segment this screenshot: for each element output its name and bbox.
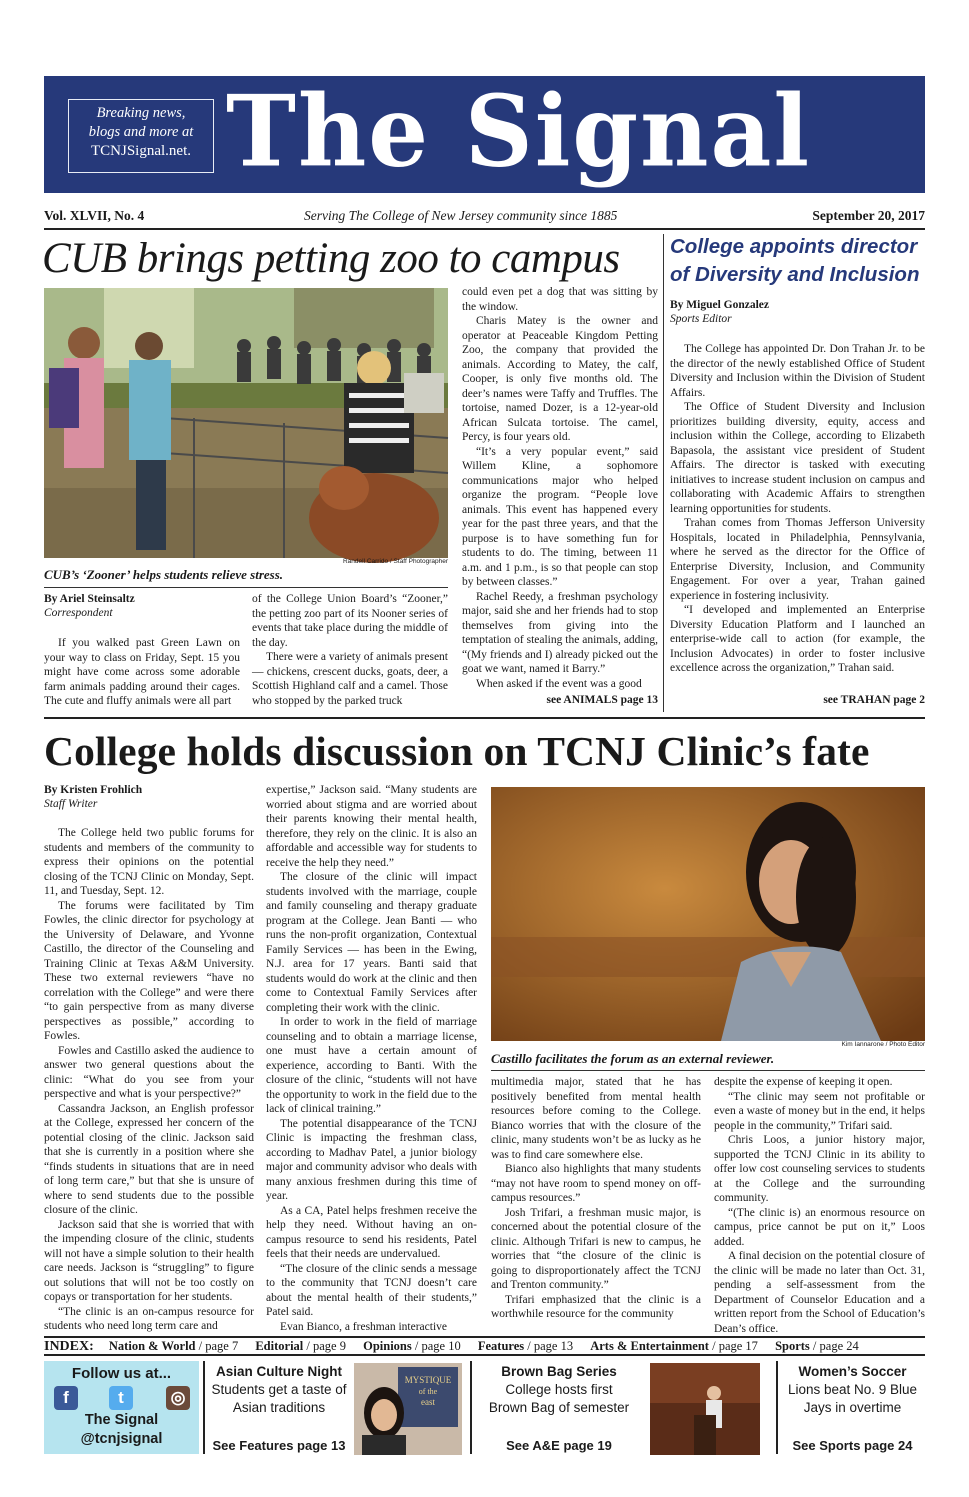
teaser-head: Asian Culture Night: [215, 1364, 342, 1379]
diversity-headline: [670, 233, 932, 289]
paragraph: despite the expense of keeping it open.: [714, 1076, 893, 1088]
paragraph: The potential disappearance of the TCNJ Clinic is impacting the freshman class, according to Madhav Patel, a junior biology major and community advisor who deals with many anxious freshmen during this time of year.: [266, 1117, 477, 1202]
paragraph: expertise,” Jackson said. “Many students are worried about stigma and are worried about their parents knowing their mental health, therefore, they rely on the clinic. It is also an affordable and accessible way for students to receive the help they need.”: [266, 784, 477, 869]
headline-line: College appoints director: [670, 235, 918, 258]
brown-bag-photo: [650, 1363, 760, 1455]
byline-block: [670, 298, 925, 326]
poster-text: of the: [418, 1387, 438, 1396]
paragraph: There were a variety of animals present — chickens, crescent ducks, goats, deer, a Scottish Highland calf and a camel. Those who stopped by the parked truck: [252, 651, 448, 707]
author-role: Staff Writer: [44, 798, 98, 810]
issue-date: September 20, 2017: [812, 208, 925, 223]
author-role: Correspondent: [44, 607, 113, 619]
paragraph: A final decision on the potential closure of the clinic will be made no later than Oct. 31, pending a self-assessment from the Department of Counselor Education and a written report from the School of Education’s Dean’s office.: [714, 1250, 925, 1335]
paragraph: “The clinic is an on-campus resource for students who need long term care and: [44, 1305, 254, 1332]
jump-link-trahan[interactable]: see TRAHAN page 2: [823, 694, 925, 706]
instagram-icon[interactable]: ◎: [166, 1386, 190, 1410]
poster-text: east: [421, 1397, 435, 1407]
teaser-head: Brown Bag Series: [501, 1364, 617, 1379]
teaser-see-link[interactable]: See Sports page 24: [792, 1438, 913, 1453]
headline-line: of Diversity and Inclusion: [670, 263, 920, 286]
teaser-see-link[interactable]: See A&E page 19: [506, 1438, 612, 1453]
asian-culture-photo: [354, 1363, 462, 1455]
teaser-asian-culture[interactable]: [206, 1363, 352, 1455]
section-rule: [44, 717, 925, 719]
teaser-line: Brown Bag of semester: [488, 1400, 630, 1415]
teaser-divider: [776, 1361, 778, 1454]
article-column: [491, 1075, 701, 1326]
paragraph: Evan Bianco, a freshman interactive: [280, 1320, 447, 1333]
byline: By Ariel Steinsaltz: [44, 593, 135, 605]
paragraph: “(The clinic is) an enormous resource on campus, price cannot be put on it,” Loos added.: [714, 1206, 925, 1248]
facebook-icon[interactable]: f: [54, 1386, 78, 1410]
clinic-headline: College holds discussion on TCNJ Clinic’s fate: [44, 728, 870, 774]
index-item[interactable]: Nation & World / page 7: [108, 1339, 239, 1353]
teaser-line: Asian traditions: [232, 1400, 326, 1415]
teaser-womens-soccer[interactable]: [780, 1363, 925, 1455]
article-column: [44, 636, 240, 710]
teaser-line: College hosts first: [505, 1382, 613, 1397]
promo-line-1: Breaking news,: [96, 105, 186, 121]
paragraph: When asked if the event was a good: [476, 677, 642, 690]
paragraph: The College held two public forums for students and members of the community to express their opinions on the potential closing of the TCNJ Clinic on Monday, Sept. 11, and Tuesday, Sept. 12.: [44, 827, 254, 897]
paragraph: Trahan comes from Thomas Jefferson University Hospitals, located in Philadelphia, Pennsylvania, where he served as the director for the Office of Enterprise Diversity, Inclusion, and Community Engagement. For over a year, Trahan gained experience in fostering inclusivity.: [670, 517, 925, 602]
follow-title: Follow us at...: [71, 1365, 172, 1382]
teaser-divider: [203, 1361, 205, 1454]
teaser-see-link[interactable]: See Features page 13: [212, 1438, 346, 1453]
paragraph: The College has appointed Dr. Don Trahan Jr. to be the director of the newly established Office of Student Diversity and Inclusion within the Division of Student Affairs.: [670, 343, 925, 399]
paragraph: Fowles and Castillo asked the audience to answer two general questions about the clinic: “What do you see from your perspective and what is your perspective?”: [44, 1044, 254, 1100]
article-column: [266, 783, 477, 1333]
paragraph: Trifari emphasized that the clinic is a worthwhile resource for the community: [491, 1293, 701, 1320]
newspaper-nameplate: The Signal: [226, 74, 812, 190]
index-item[interactable]: Sports / page 24: [775, 1339, 859, 1353]
paragraph: The closure of the clinic will impact students involved with the marriage, couple and family counseling and therapy graduate program at the College. Jean Banti — who runs the non-profit organization, Contextual Family Services — has been in the Ewing, N.J. area for 17 years. Banti said that students would do work at the clinic and then come to Contextual Family Services after completing their work with the clinic.: [266, 871, 477, 1014]
teaser-line: Students get a taste of: [211, 1382, 347, 1397]
byline: By Miguel Gonzalez: [670, 299, 770, 311]
paragraph: Josh Trifari, a freshman music major, is concerned about the potential closure of the clinic. Although Trifari is new to campus, he worries that “the closure of the clinic is going to disproportionately affect the TCNJ and Trenton community.”: [491, 1206, 701, 1291]
paragraph: “I developed and implemented an Enterprise Diversity Education Platform and I launched an enterprise-wide call to action (for example, the Inclusion Advocates) in order to foster inclusive excellence across the organization,” Trahan said.: [670, 604, 925, 674]
social-account: [44, 1411, 199, 1449]
index-item[interactable]: Opinions / page 10: [363, 1339, 461, 1353]
paragraph: could even pet a dog that was sitting by the window.: [462, 286, 658, 313]
petting-zoo-photo: [44, 288, 448, 558]
account-handle: @tcnjsignal: [80, 1431, 163, 1447]
index-item[interactable]: Features / page 13: [477, 1339, 574, 1353]
column-rule: [663, 234, 664, 712]
account-name: The Signal: [84, 1412, 159, 1428]
paragraph: “The closure of the clinic sends a message to the community that TCNJ doesn’t care about the mental health of their students,” Patel said.: [266, 1262, 477, 1318]
poster-text: MYSTIQUE: [404, 1375, 452, 1385]
website-promo-box[interactable]: [68, 99, 214, 173]
paragraph: The Office of Student Diversity and Inclusion prioritizes building diversity, equity, access and inclusion within the College, according to Elizabeth Bapasola, the assistant vice president of Student Affairs. The director is tasked with executing initiatives to increase student inclusion on campus and collaborating with Academic Affairs to strengthen learning opportunities for students.: [670, 401, 925, 515]
paragraph: Jackson said that she is worried that with the impending closure of the clinic, students will not have a simple solution to their health care needs. Jackson is “struggling” to figure out solutions that will not be too costly on copays or transportation for her students.: [44, 1218, 254, 1303]
section-index: [44, 1336, 925, 1356]
teaser-head: Women’s Soccer: [798, 1364, 907, 1379]
article-column: [462, 285, 658, 690]
article-column: [252, 592, 448, 710]
teaser-divider: [470, 1361, 472, 1454]
paragraph: “The clinic may seem not profitable or even a waste of money but in the end, it helps people in the community,” Trifari said.: [714, 1090, 925, 1132]
photo-caption: CUB’s ‘Zooner’ helps students relieve stress.: [44, 567, 448, 588]
teaser-brown-bag[interactable]: [480, 1363, 638, 1455]
paragraph: As a CA, Patel helps freshmen receive the help they need. Without having an on-campus resource to send his residents, Patel feels that their needs are undervalued.: [266, 1204, 477, 1260]
photo-caption: Castillo facilitates the forum as an external reviewer.: [491, 1051, 925, 1071]
teaser-line: Jays in overtime: [803, 1400, 902, 1415]
article-column: [714, 1075, 925, 1335]
teaser-line: Lions beat No. 9 Blue: [787, 1382, 918, 1397]
paragraph: of the College Union Board’s “Zooner,” the petting zoo part of its Nooner series of events that take place during the middle of the day.: [252, 593, 448, 649]
paragraph: In order to work in the field of marriage counseling and to obtain a marriage license, one must have a certain amount of experience, according to Banti. With the closure of the clinic, “students will not have the opportunity to work in the field due to the lack of clinical training.”: [266, 1016, 477, 1115]
paragraph: multimedia major, stated that he has positively benefited from mental health resources before coming to the College. Bianco worries that with the closure of the clinic, many students won’t be as lucky as he was to find care somewhere else.: [491, 1076, 701, 1161]
folio-line: [44, 208, 925, 230]
byline-block: [44, 592, 240, 620]
volume-number: Vol. XLVII, No. 4: [44, 208, 145, 223]
article-column: [670, 342, 925, 682]
paragraph: Bianco also highlights that many students “may not have room to spend money on off-campus resources.”: [491, 1163, 701, 1204]
follow-us-box: [44, 1361, 199, 1454]
castillo-photo: [491, 787, 925, 1041]
twitter-icon[interactable]: t: [109, 1386, 133, 1410]
author-role: Sports Editor: [670, 313, 732, 325]
paragraph: Charis Matey is the owner and operator at Peaceable Kingdom Petting Zoo, the company that provided the animals. According to Matey, the calf, Cooper, is only five months old. The deer’s names were Taffy and Truffles. The tortoise, named Dozer, is a 12-year-old African Sulcata tortoise. The camel, Percy, is four years old.: [462, 315, 658, 443]
index-item[interactable]: Arts & Entertainment / page 17: [590, 1339, 758, 1353]
jump-link-animals[interactable]: see ANIMALS page 13: [546, 694, 658, 706]
paragraph: The forums were facilitated by Tim Fowles, the clinic director for psychology at the University of Delaware, and Yvonne Castillo, the director of the Counseling and Training Clinic at Texas A&M University. These two external reviewers “have no correlation with the College” and were there “to gain perspective from as many diverse perspectives as possible,” according to Fowles.: [44, 899, 254, 1042]
paragraph: Rachel Reedy, a freshman psychology major, said she and her friends had to stop themselves from giving into the temptation of stealing the animals, adding, “(My friends and I) already picked out the goat we want, named it Barry.”: [462, 590, 658, 675]
paragraph: Cassandra Jackson, an English professor at the College, expressed her concern of the potential closing of the clinic. Jackson said that she is currently in a position where she “finds students in situations that are in need of long term care,” but that she is unsure of where to send students due to the possible closure of the clinic.: [44, 1102, 254, 1216]
tagline: Serving The College of New Jersey community since 1885: [304, 208, 618, 223]
photo-credit: Randell Carrido / Staff Photographer: [342, 558, 448, 565]
promo-url[interactable]: TCNJSignal.net.: [91, 143, 191, 159]
paragraph: Chris Loos, a junior history major, supported the TCNJ Clinic in its ability to offer low cost counseling services to students at the College and the surrounding community.: [714, 1134, 925, 1204]
paragraph: If you walked past Green Lawn on your way to class on Friday, Sept. 15 you might have come across some adorable farm animals padding around their cages. The cute and fluffy animals were all part: [44, 637, 240, 707]
petting-zoo-headline: CUB brings petting zoo to campus: [42, 235, 620, 282]
index-item[interactable]: Editorial / page 9: [255, 1339, 346, 1353]
article-column: [44, 826, 254, 1332]
byline: By Kristen Frohlich: [44, 784, 143, 796]
paragraph: “It’s a very popular event,” said Willem Kline, a sophomore communications major who helped organize the program. “People love animals. This event has happened every year for the past three years, and that the purpose is to have something fun for students to do. The timing, between 11 a.m. and 1 p.m., is so that people can stop by between classes.”: [462, 445, 658, 588]
byline-block: [44, 783, 254, 811]
photo-credit: Kim Iannarone / Photo Editor: [841, 1041, 925, 1048]
index-label: INDEX:: [44, 1339, 94, 1354]
promo-line-2: blogs and more at: [88, 124, 194, 140]
